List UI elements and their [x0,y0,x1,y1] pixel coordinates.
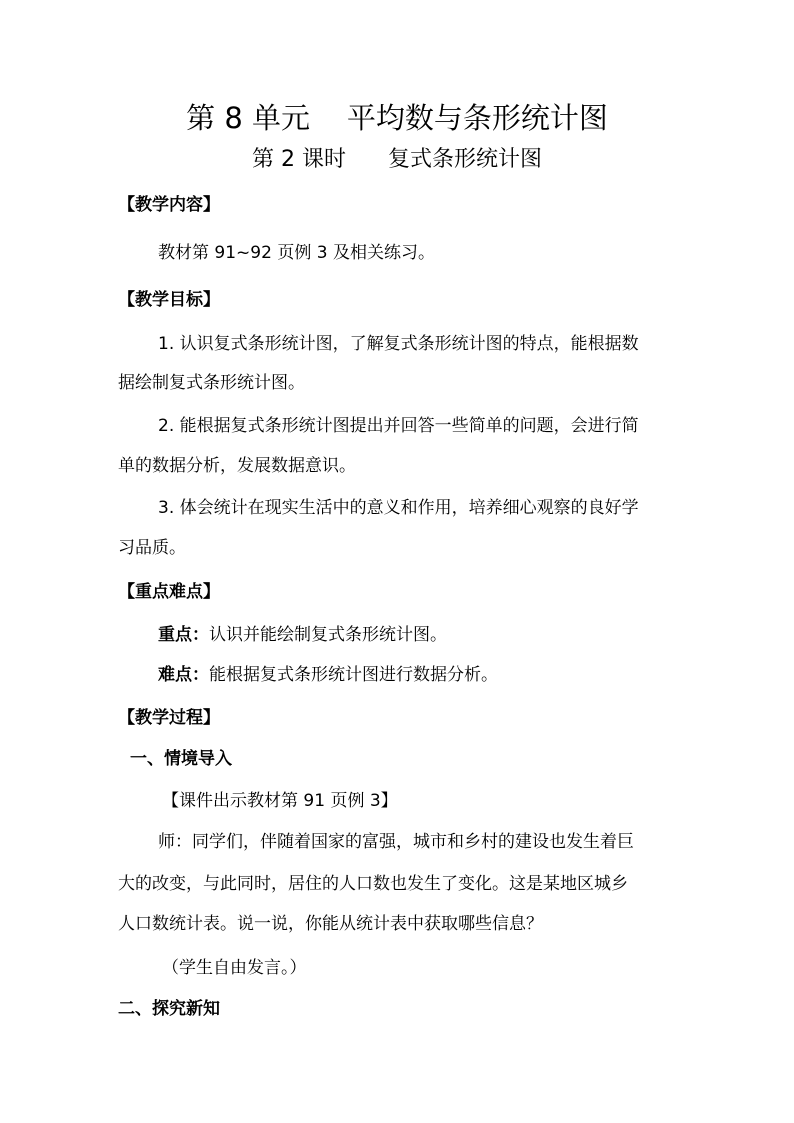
goal-3-line-2: 习品质。 [118,538,186,558]
goal-3-line-1: 3. 体会统计在现实生活中的意义和作用，培养细心观察的良好学 [158,498,639,518]
content-text: 教材第 91~92 页例 3 及相关练习。 [158,243,435,263]
teacher-line-2: 大的改变，与此同时，居住的人口数也发生了变化。这是某地区城乡 [118,874,628,894]
key-point-text: 认识并能绘制复式条形统计图。 [209,625,447,645]
teacher-line-3: 人口数统计表。说一说，你能从统计表中获取哪些信息？ [118,914,543,934]
section-heading-goals: 【教学目标】 [118,290,220,310]
goal-1-line-1: 1. 认识复式条形统计图，了解复式条形统计图的特点，能根据数 [158,334,639,354]
unit-title: 第 8 单元 平均数与条形统计图 [186,101,608,135]
key-point-label: 重点： [158,625,209,645]
goal-2-line-1: 2. 能根据复式条形统计图提出并回答一些简单的问题，会进行简 [158,416,639,436]
lesson-title: 第 2 课时 复式条形统计图 [252,147,542,172]
goal-2-line-2: 单的数据分析，发展数据意识。 [118,456,356,476]
part-2-heading: 二、探究新知 [118,999,220,1019]
section-heading-process: 【教学过程】 [118,708,220,728]
difficult-point-label: 难点： [158,665,209,685]
section-heading-key-points: 【重点难点】 [118,582,220,602]
teacher-line-1: 师：同学们，伴随着国家的富强，城市和乡村的建设也发生着巨 [158,832,634,852]
difficult-point-text: 能根据复式条形统计图进行数据分析。 [209,665,498,685]
section-heading-content: 【教学内容】 [118,195,220,215]
students-note: （学生自由发言。） [162,958,307,978]
courseware-note: 【课件出示教材第 91 页例 3】 [162,791,398,811]
key-point-line [158,623,447,647]
difficult-point-line [158,663,498,687]
goal-1-line-2: 据绘制复式条形统计图。 [118,373,305,393]
part-1-heading: 一、情境导入 [130,749,232,769]
